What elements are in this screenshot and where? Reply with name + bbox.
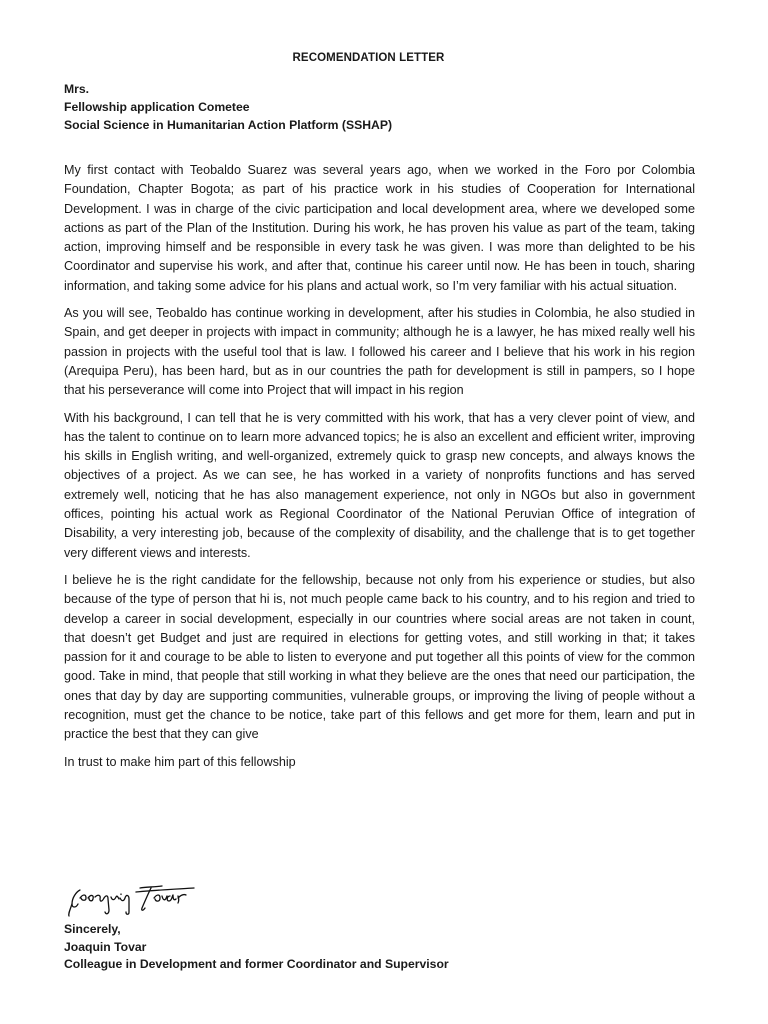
body-paragraph-3: With his background, I can tell that he is very committed with his work, that has a very clever point of view, and has the talent to continue on to learn more advanced topics; he is also an excellent and efficient writer, improving his skills in English writing, and well-organized, extremely quick to grasp new concepts, and always knows the objectives of a project. As we can see, he has worked in a variety of nonprofits functions and has served extremely well, noticing that he has also management experience, not only in NGOs but also in government offices, pointing his actual work as Regional Coordinator of the National Peruvian Office of integration of Disability, a very interesting job, because of the complexity of disability, and the challenge that is to get together very different views and interests.	[64, 410, 695, 560]
closing-line: In trust to make him part of this fellowship	[64, 754, 296, 769]
letter-page	[64, 0, 695, 1024]
recipient-salutation: Mrs.	[64, 82, 90, 96]
body-paragraph-4: I believe he is the right candidate for the fellowship, because not only from his experience or studies, but also because of the type of person that hi is, not much people came back to his country, and to his region and tried to develop a career in social development, especially in our countries where social areas are not taken in count, that doesn’t get Budget and just are required in elections for getting votes, and still working in that; it takes passion for it and courage to be able to listen to everyone and put together all this points of view for the common good. Take in mind, that people that still working in what they believe are the ones that need our participation, the ones that day by day are supporting communities, vulnerable groups, or improving the living of people without a recognition, must get the chance to be notice, take part of this fellows and get more for them, learn and put in practice the best that they can give	[64, 572, 695, 742]
handwritten-signature	[66, 880, 206, 920]
letter-title: RECOMENDATION LETTER	[292, 52, 445, 64]
recipient-block	[64, 80, 392, 134]
body-paragraph-2: As you will see, Teobaldo has continue working in development, after his studies in Colombia, he also studied in Spain, and get deeper in projects with impact in community; although he is a lawyer, he has mixed really well his passion in projects with the useful tool that is law. I followed his career and I believe that his work in his region (Arequipa Peru), has been hard, but as in our countries the path for development is still in pampers, so I hope that his perseverance will come into Project that will impact in his region	[64, 306, 695, 398]
recipient-committee: Fellowship application Cometee	[64, 100, 250, 114]
signer-name: Joaquin Tovar	[64, 939, 147, 954]
signer-position: Colleague in Development and former Coordinator and Supervisor	[64, 957, 449, 971]
recipient-organization: Social Science in Humanitarian Action Platform (SSHAP)	[64, 118, 393, 132]
valediction: Sincerely,	[64, 922, 121, 936]
letter-body	[64, 161, 695, 780]
body-paragraph-1: My first contact with Teobaldo Suarez was several years ago, when we worked in the Foro por Colombia Foundation, Chapter Bogota; as part of his practice work in his studies of Cooperation for International Development. I was in charge of the civic participation and local development area, where we developed some actions as part of the Plan of the Institution. During his work, he has proven his value as part of the team, taking action, improving himself and be responsible in every task he was given. I was more than delighted to be his Coordinator and supervise his work, and after that, continue his career until now. He has been in touch, sharing information, and taking some advice for his plans and actual work, so I’m very familiar with his actual situation.	[64, 163, 695, 293]
sign-off-block	[64, 921, 449, 974]
